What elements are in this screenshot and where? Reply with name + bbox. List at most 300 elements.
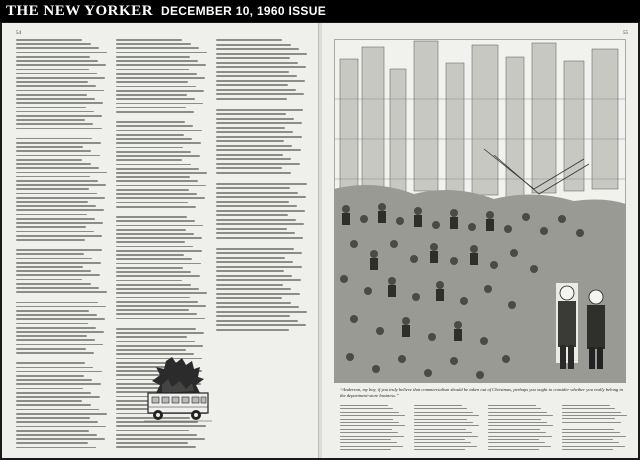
text-line (116, 328, 196, 330)
text-line (16, 253, 84, 255)
text-line (16, 98, 95, 100)
text-line (16, 47, 99, 49)
magazine-logo: THE NEW YORKER (6, 2, 154, 19)
text-line (116, 271, 191, 273)
text-line (16, 142, 101, 144)
text-line (16, 279, 82, 281)
text-line (340, 449, 391, 450)
text-line (216, 311, 307, 313)
text-line (216, 75, 297, 77)
text-line (414, 412, 473, 413)
text-line (216, 136, 302, 138)
text-line (414, 439, 465, 440)
text-line (16, 442, 88, 444)
text-line (562, 418, 615, 419)
text-line (216, 187, 290, 189)
text-line (414, 446, 477, 447)
text-line (116, 69, 189, 71)
text-line (116, 430, 189, 432)
text-line (562, 422, 621, 423)
text-line (116, 336, 187, 338)
text-line (340, 439, 391, 440)
text-line (16, 119, 85, 121)
text-line (216, 48, 299, 50)
text-line (116, 107, 186, 109)
text-line (16, 239, 85, 241)
text-line (116, 56, 190, 58)
text-column-1 (16, 39, 108, 448)
text-line (116, 284, 191, 286)
paragraph-break (216, 102, 308, 106)
text-line (414, 422, 473, 423)
text-line (116, 341, 195, 343)
text-line (216, 192, 298, 194)
text-line (16, 85, 96, 87)
text-line (340, 425, 405, 426)
text-line (216, 214, 288, 216)
text-line (216, 53, 307, 55)
text-line (116, 313, 197, 315)
text-line (116, 176, 190, 178)
issue-date: DECEMBER 10, 1960 ISSUE (161, 4, 326, 18)
text-line (488, 436, 552, 437)
text-line (16, 73, 97, 75)
text-line (216, 288, 291, 290)
text-column-2 (414, 405, 480, 450)
text-line (116, 111, 194, 113)
text-line (16, 314, 97, 316)
text-line (340, 436, 404, 437)
text-line (16, 77, 105, 79)
text-line (16, 69, 89, 71)
text-line (116, 90, 204, 92)
text-line (16, 392, 91, 394)
text-line (340, 415, 405, 416)
text-line (16, 426, 106, 428)
text-line (116, 267, 183, 269)
text-line (216, 223, 304, 225)
text-line (16, 447, 96, 448)
text-line (216, 109, 303, 111)
text-line (216, 113, 286, 115)
text-line (16, 214, 87, 216)
paragraph-break (116, 322, 208, 325)
text-line (216, 62, 298, 64)
text-line (488, 446, 551, 447)
text-line (16, 115, 102, 117)
text-line (16, 388, 83, 390)
paragraph-break (16, 296, 108, 299)
text-line (16, 283, 91, 285)
text-line (16, 56, 90, 58)
text-line (488, 439, 539, 440)
text-line (116, 98, 195, 100)
text-line (16, 102, 103, 104)
text-line (340, 442, 397, 443)
text-line (414, 408, 467, 409)
text-line (116, 241, 185, 243)
text-line (16, 107, 86, 109)
text-line (16, 327, 96, 329)
text-line (340, 408, 393, 409)
text-line (488, 449, 539, 450)
text-line (16, 90, 104, 92)
text-line (16, 222, 103, 224)
text-line (216, 320, 298, 322)
text-line (116, 202, 188, 204)
text-line (16, 344, 103, 346)
text-line (562, 446, 625, 447)
text-line (216, 80, 305, 82)
text-line (340, 419, 393, 420)
text-line (216, 71, 289, 73)
text-line (216, 232, 295, 234)
text-line (216, 172, 291, 174)
text-line (16, 188, 89, 190)
text-line (16, 287, 99, 289)
text-line (216, 118, 294, 120)
text-line (116, 151, 191, 153)
text-line (216, 39, 282, 41)
text-column-3 (216, 39, 308, 448)
text-line (216, 163, 300, 165)
text-line (16, 43, 91, 45)
text-line (16, 150, 91, 152)
text-line (562, 405, 610, 406)
text-line (116, 43, 191, 45)
text-line (116, 103, 203, 105)
text-line (216, 131, 293, 133)
text-line (488, 422, 547, 423)
text-line (216, 248, 294, 250)
text-line (16, 266, 83, 268)
text-line (16, 231, 94, 233)
text-line (216, 293, 300, 295)
text-line (562, 432, 620, 433)
text-line (216, 297, 282, 299)
text-line (216, 93, 304, 95)
text-line (116, 275, 200, 277)
text-line (116, 442, 188, 444)
text-line (488, 415, 553, 416)
text-line (116, 309, 189, 311)
text-line (216, 122, 302, 124)
text-line (116, 233, 194, 235)
text-line (562, 436, 626, 437)
text-line (562, 415, 627, 416)
text-line (116, 197, 205, 199)
text-line (116, 318, 205, 320)
text-line (16, 218, 95, 220)
text-line (16, 413, 107, 415)
text-line (216, 261, 293, 263)
text-line (562, 412, 621, 413)
paragraph-break (116, 115, 208, 118)
text-line (414, 429, 466, 430)
paragraph-break (562, 425, 628, 427)
text-line (116, 446, 196, 448)
text-line (16, 146, 83, 148)
text-line (116, 77, 205, 79)
text-line (16, 339, 95, 341)
paragraph-break (216, 176, 308, 180)
text-line (216, 89, 296, 91)
text-line (116, 229, 186, 231)
text-line (562, 429, 614, 430)
text-line (116, 185, 206, 187)
text-line (16, 235, 102, 237)
text-line (216, 257, 285, 259)
paragraph-break (16, 356, 108, 359)
text-line (116, 164, 191, 166)
text-line (16, 434, 97, 436)
text-line (216, 315, 290, 317)
text-line (340, 422, 399, 423)
right-page-body-text (340, 405, 628, 450)
text-line (216, 219, 296, 221)
text-line (488, 425, 553, 426)
text-line (216, 167, 282, 169)
text-line (16, 138, 92, 140)
text-line (116, 39, 182, 41)
text-line (216, 252, 302, 254)
text-line (116, 81, 188, 83)
text-line (216, 228, 287, 230)
text-line (16, 270, 91, 272)
text-line (216, 270, 284, 272)
text-line (116, 254, 184, 256)
text-line (16, 176, 90, 178)
text-line (216, 140, 284, 142)
text-line (216, 158, 291, 160)
text-line (216, 57, 290, 59)
text-line (16, 81, 88, 83)
text-line (16, 262, 101, 264)
text-line (116, 47, 199, 49)
text-line (116, 206, 196, 208)
text-line (414, 442, 471, 443)
text-line (216, 279, 301, 281)
text-line (340, 412, 399, 413)
text-line (116, 142, 201, 144)
text-line (216, 266, 302, 268)
text-line (116, 159, 182, 161)
text-line (16, 111, 94, 113)
text-line (414, 425, 479, 426)
text-line (488, 412, 547, 413)
text-line (16, 400, 82, 402)
text-line (116, 180, 198, 182)
text-column-3 (488, 405, 554, 450)
text-line (216, 201, 289, 203)
text-line (116, 292, 207, 294)
text-line (16, 310, 89, 312)
text-line (216, 205, 297, 207)
text-line (488, 405, 536, 406)
text-line (562, 442, 619, 443)
text-line (216, 329, 289, 331)
cartoon-caption: “Anderson, my boy, if you truly believe that commercialism should be taken out of Christmas, perhaps you ought to consider whether you really belong in the department-store business.” (340, 387, 623, 398)
tree-on-bus-illustration (142, 355, 214, 429)
text-line (116, 263, 201, 265)
text-line (562, 408, 615, 409)
text-line (16, 184, 106, 186)
text-line (216, 196, 306, 198)
text-column-1 (340, 405, 406, 450)
text-line (216, 275, 292, 277)
text-line (16, 258, 92, 260)
text-line (216, 302, 291, 304)
text-line (116, 258, 192, 260)
text-line (216, 324, 306, 326)
text-line (16, 291, 107, 293)
text-line (16, 123, 93, 125)
text-line (16, 430, 89, 432)
text-line (116, 130, 202, 132)
page-number-left: 54 (16, 31, 21, 36)
text-line (116, 225, 203, 227)
text-line (116, 147, 183, 149)
text-line (116, 280, 182, 282)
text-line (16, 396, 100, 398)
text-line (16, 331, 104, 333)
text-line (414, 419, 467, 420)
text-line (414, 415, 479, 416)
text-line (16, 348, 86, 350)
text-line (216, 44, 291, 46)
text-line (16, 193, 97, 195)
text-line (16, 226, 86, 228)
text-line (216, 306, 299, 308)
text-line (116, 64, 206, 66)
text-line (116, 438, 205, 440)
text-line (116, 125, 193, 127)
text-line (216, 284, 283, 286)
text-line (116, 52, 207, 54)
text-line (216, 149, 301, 151)
text-line (562, 439, 613, 440)
text-line (414, 436, 478, 437)
text-line (488, 429, 540, 430)
text-line (216, 183, 307, 185)
text-line (414, 449, 465, 450)
text-line (116, 349, 186, 351)
text-line (216, 237, 303, 239)
text-line (414, 405, 462, 406)
text-line (16, 163, 91, 165)
right-page (322, 23, 638, 458)
text-line (16, 371, 102, 373)
text-line (116, 237, 202, 239)
text-line (116, 94, 187, 96)
text-line (16, 209, 104, 211)
text-line (16, 159, 82, 161)
text-line (16, 201, 88, 203)
text-line (116, 216, 187, 218)
text-line (16, 379, 92, 381)
text-line (16, 302, 98, 304)
text-line (340, 432, 398, 433)
text-line (116, 168, 199, 170)
text-line (488, 419, 541, 420)
text-line (116, 288, 199, 290)
text-line (16, 52, 107, 54)
text-line (216, 84, 288, 86)
department-store-cartoon (334, 39, 626, 383)
text-column-4 (562, 405, 628, 450)
paragraph-break (216, 241, 308, 245)
text-line (16, 438, 105, 440)
text-line (16, 274, 100, 276)
text-line (16, 352, 94, 354)
text-line (16, 375, 84, 377)
paragraph-break (16, 243, 108, 246)
text-line (16, 409, 99, 411)
text-line (116, 73, 197, 75)
text-line (116, 434, 197, 436)
text-line (16, 60, 98, 62)
text-line (116, 345, 203, 347)
text-line (414, 432, 472, 433)
text-line (116, 193, 197, 195)
text-line (562, 449, 613, 450)
text-line (116, 301, 198, 303)
page-number-right: 55 (623, 31, 628, 36)
text-line (16, 94, 87, 96)
text-line (16, 323, 88, 325)
text-line (16, 417, 90, 419)
text-line (116, 60, 198, 62)
text-line (116, 172, 207, 174)
magazine-header (0, 0, 640, 22)
text-line (116, 332, 204, 334)
text-line (116, 246, 193, 248)
text-line (216, 127, 285, 129)
text-line (116, 155, 200, 157)
text-line (216, 154, 283, 156)
text-line (116, 250, 202, 252)
text-line (16, 180, 98, 182)
text-line (216, 145, 292, 147)
text-line (116, 189, 189, 191)
text-line (216, 98, 287, 100)
text-line (116, 305, 206, 307)
text-line (116, 86, 196, 88)
paragraph-break (16, 132, 108, 135)
text-line (16, 421, 98, 423)
text-line (16, 367, 93, 369)
text-line (16, 383, 101, 385)
text-line (16, 128, 102, 130)
text-line (216, 210, 305, 212)
left-page (2, 23, 319, 458)
text-line (116, 134, 184, 136)
text-line (16, 335, 87, 337)
text-line (116, 121, 185, 123)
text-line (488, 442, 545, 443)
text-line (340, 429, 392, 430)
magazine-spread (2, 23, 638, 458)
text-line (488, 408, 541, 409)
text-line (16, 306, 106, 308)
text-line (16, 155, 100, 157)
text-line (16, 318, 105, 320)
text-line (16, 167, 99, 169)
text-line (340, 446, 403, 447)
text-line (116, 297, 190, 299)
text-line (16, 197, 105, 199)
text-line (16, 172, 107, 174)
